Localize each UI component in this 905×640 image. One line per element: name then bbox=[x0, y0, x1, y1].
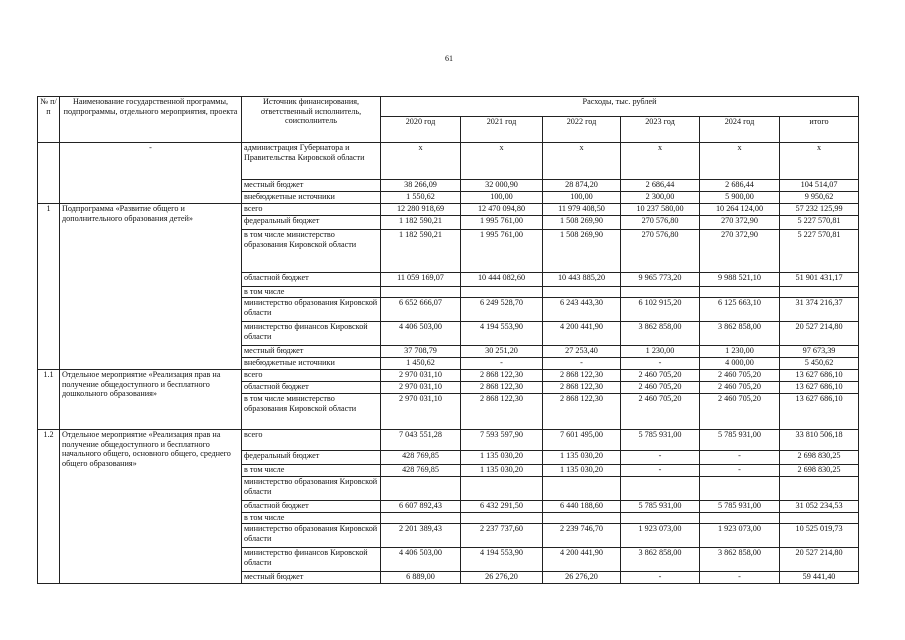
funding-source: министерство образования Кировской области bbox=[242, 477, 381, 501]
year-value: 6 249 528,70 bbox=[461, 298, 543, 322]
year-value: 2 460 705,20 bbox=[621, 370, 700, 382]
year-value: 1 923 073,00 bbox=[621, 524, 700, 548]
year-value: 2 970 031,10 bbox=[381, 382, 461, 394]
year-value: 11 059 169,07 bbox=[381, 273, 461, 287]
funding-source: в том числе министерство образования Кировской области bbox=[242, 394, 381, 430]
total-value: 20 527 214,80 bbox=[780, 548, 859, 572]
funding-source: внебюджетные источники bbox=[242, 358, 381, 370]
year-value bbox=[700, 287, 780, 298]
year-value bbox=[543, 477, 621, 501]
funding-source: федеральный бюджет bbox=[242, 451, 381, 465]
header-year: 2020 год bbox=[381, 117, 461, 143]
year-value: 26 276,20 bbox=[461, 572, 543, 584]
year-value: 270 576,80 bbox=[621, 216, 700, 230]
year-value: 428 769,85 bbox=[381, 451, 461, 465]
year-value: 1 135 030,20 bbox=[543, 465, 621, 477]
year-value: 5 900,00 bbox=[700, 192, 780, 204]
header-name: Наименование государственной программы, подпрограммы, отдельного мероприятия, проекта bbox=[60, 97, 242, 143]
year-value: x bbox=[381, 143, 461, 180]
year-value: 10 264 124,00 bbox=[700, 204, 780, 216]
funding-source: областной бюджет bbox=[242, 273, 381, 287]
header-year: 2022 год bbox=[543, 117, 621, 143]
year-value: - bbox=[621, 465, 700, 477]
total-value: 20 527 214,80 bbox=[780, 322, 859, 346]
year-value: 2 460 705,20 bbox=[621, 382, 700, 394]
page-number: 61 bbox=[445, 54, 453, 63]
funding-source: в том числе bbox=[242, 513, 381, 524]
year-value: 1 230,00 bbox=[700, 346, 780, 358]
year-value: 7 593 597,90 bbox=[461, 430, 543, 451]
year-value: 2 868 122,30 bbox=[543, 394, 621, 430]
year-value bbox=[381, 287, 461, 298]
header-num: № п/п bbox=[38, 97, 60, 143]
year-value: 6 440 188,60 bbox=[543, 501, 621, 513]
year-value: 428 769,85 bbox=[381, 465, 461, 477]
year-value: 1 923 073,00 bbox=[700, 524, 780, 548]
year-value: x bbox=[543, 143, 621, 180]
funding-source: федеральный бюджет bbox=[242, 216, 381, 230]
year-value: 1 508 269,90 bbox=[543, 230, 621, 273]
year-value: 1 508 269,90 bbox=[543, 216, 621, 230]
year-value: 2 460 705,20 bbox=[700, 382, 780, 394]
funding-source: администрация Губернатора и Правительства Кировской области bbox=[242, 143, 381, 180]
year-value: 2 201 389,43 bbox=[381, 524, 461, 548]
year-value: 100,00 bbox=[461, 192, 543, 204]
funding-source: министерство образования Кировской области bbox=[242, 298, 381, 322]
header-year: 2023 год bbox=[621, 117, 700, 143]
year-value: 30 251,20 bbox=[461, 346, 543, 358]
year-value: 38 266,09 bbox=[381, 180, 461, 192]
total-value: 31 374 216,37 bbox=[780, 298, 859, 322]
year-value: x bbox=[700, 143, 780, 180]
year-value: 4 194 553,90 bbox=[461, 548, 543, 572]
total-value: 57 232 125,99 bbox=[780, 204, 859, 216]
row-number: 1 bbox=[38, 204, 60, 370]
total-value bbox=[780, 287, 859, 298]
total-value bbox=[780, 477, 859, 501]
year-value bbox=[461, 513, 543, 524]
year-value: - bbox=[621, 572, 700, 584]
total-value: 13 627 686,10 bbox=[780, 382, 859, 394]
year-value: 1 995 761,00 bbox=[461, 216, 543, 230]
total-value: x bbox=[780, 143, 859, 180]
program-name: Отдельное мероприятие «Реализация прав на получение общедоступного и бесплатного дошкольного образования» bbox=[60, 370, 242, 430]
header-source: Источник финансирования, ответственный исполнитель, соисполнитель bbox=[242, 97, 381, 143]
year-value: 2 970 031,10 bbox=[381, 370, 461, 382]
year-value: 2 686,44 bbox=[621, 180, 700, 192]
funding-source: местный бюджет bbox=[242, 180, 381, 192]
year-value: 12 280 918,69 bbox=[381, 204, 461, 216]
year-value: 5 785 931,00 bbox=[621, 501, 700, 513]
year-value: 6 607 892,43 bbox=[381, 501, 461, 513]
year-value: 7 601 495,00 bbox=[543, 430, 621, 451]
year-value: - bbox=[461, 358, 543, 370]
year-value: 2 460 705,20 bbox=[700, 370, 780, 382]
year-value: 1 182 590,21 bbox=[381, 230, 461, 273]
funding-source: в том числе министерство образования Кировской области bbox=[242, 230, 381, 273]
year-value bbox=[621, 287, 700, 298]
total-value: 59 441,40 bbox=[780, 572, 859, 584]
program-name: Подпрограмма «Развитие общего и дополнительного образования детей» bbox=[60, 204, 242, 370]
year-value: - bbox=[700, 465, 780, 477]
year-value: 1 135 030,20 bbox=[461, 465, 543, 477]
year-value: 1 450,62 bbox=[381, 358, 461, 370]
year-value: 6 889,00 bbox=[381, 572, 461, 584]
header-year: 2024 год bbox=[700, 117, 780, 143]
year-value: - bbox=[543, 358, 621, 370]
year-value bbox=[461, 477, 543, 501]
year-value: 5 785 931,00 bbox=[621, 430, 700, 451]
program-name: Отдельное мероприятие «Реализация прав на получение общедоступного и бесплатного начального общего, основного общего, среднего общего образования» bbox=[60, 430, 242, 584]
funding-source: министерство образования Кировской области bbox=[242, 524, 381, 548]
year-value bbox=[543, 513, 621, 524]
year-value: x bbox=[461, 143, 543, 180]
funding-source: в том числе bbox=[242, 465, 381, 477]
year-value: 2 868 122,30 bbox=[543, 370, 621, 382]
year-value bbox=[461, 287, 543, 298]
year-value bbox=[621, 477, 700, 501]
year-value: 9 988 521,10 bbox=[700, 273, 780, 287]
funding-source: всего bbox=[242, 430, 381, 451]
year-value: 4 406 503,00 bbox=[381, 548, 461, 572]
year-value bbox=[381, 513, 461, 524]
year-value: 4 000,00 bbox=[700, 358, 780, 370]
total-value: 10 525 019,73 bbox=[780, 524, 859, 548]
year-value: 2 868 122,30 bbox=[461, 382, 543, 394]
total-value: 5 227 570,81 bbox=[780, 216, 859, 230]
year-value: x bbox=[621, 143, 700, 180]
year-value: 1 182 590,21 bbox=[381, 216, 461, 230]
year-value: 1 995 761,00 bbox=[461, 230, 543, 273]
total-value: 2 698 830,25 bbox=[780, 465, 859, 477]
total-value: 5 227 570,81 bbox=[780, 230, 859, 273]
year-value: 100,00 bbox=[543, 192, 621, 204]
year-value: 5 785 931,00 bbox=[700, 501, 780, 513]
funding-source: местный бюджет bbox=[242, 346, 381, 358]
total-value: 31 052 234,53 bbox=[780, 501, 859, 513]
year-value: 2 239 746,70 bbox=[543, 524, 621, 548]
total-value: 33 810 506,18 bbox=[780, 430, 859, 451]
year-value: 6 432 291,50 bbox=[461, 501, 543, 513]
funding-source: местный бюджет bbox=[242, 572, 381, 584]
row-number: 1.2 bbox=[38, 430, 60, 584]
year-value: 1 135 030,20 bbox=[461, 451, 543, 465]
year-value: 26 276,20 bbox=[543, 572, 621, 584]
year-value: 3 862 858,00 bbox=[621, 548, 700, 572]
year-value: 2 868 122,30 bbox=[461, 394, 543, 430]
total-value: 97 673,39 bbox=[780, 346, 859, 358]
table-row bbox=[38, 143, 859, 180]
program-name: - bbox=[60, 143, 242, 204]
year-value: 1 135 030,20 bbox=[543, 451, 621, 465]
year-value bbox=[543, 287, 621, 298]
year-value: 3 862 858,00 bbox=[700, 322, 780, 346]
funding-source: всего bbox=[242, 370, 381, 382]
year-value: 6 652 666,07 bbox=[381, 298, 461, 322]
year-value: 6 125 663,10 bbox=[700, 298, 780, 322]
year-value: 28 874,20 bbox=[543, 180, 621, 192]
year-value bbox=[700, 477, 780, 501]
table-row bbox=[38, 204, 859, 216]
year-value: 2 300,00 bbox=[621, 192, 700, 204]
year-value: 10 443 885,20 bbox=[543, 273, 621, 287]
year-value: 2 868 122,30 bbox=[461, 370, 543, 382]
funding-source: министерство финансов Кировской области bbox=[242, 322, 381, 346]
total-value: 9 950,62 bbox=[780, 192, 859, 204]
year-value: - bbox=[700, 572, 780, 584]
year-value: 4 406 503,00 bbox=[381, 322, 461, 346]
year-value: 4 200 441,90 bbox=[543, 322, 621, 346]
year-value: 32 000,90 bbox=[461, 180, 543, 192]
year-value: 9 965 773,20 bbox=[621, 273, 700, 287]
total-value bbox=[780, 513, 859, 524]
year-value: 10 444 082,60 bbox=[461, 273, 543, 287]
year-value: 11 979 408,50 bbox=[543, 204, 621, 216]
total-value: 13 627 686,10 bbox=[780, 370, 859, 382]
year-value: 2 970 031,10 bbox=[381, 394, 461, 430]
funding-source: областной бюджет bbox=[242, 382, 381, 394]
year-value: 270 372,90 bbox=[700, 216, 780, 230]
year-value: 2 686,44 bbox=[700, 180, 780, 192]
year-value bbox=[700, 513, 780, 524]
year-value: 10 237 580,00 bbox=[621, 204, 700, 216]
year-value: - bbox=[621, 358, 700, 370]
total-value: 104 514,07 bbox=[780, 180, 859, 192]
header-expenses: Расходы, тыс. рублей bbox=[381, 97, 859, 117]
year-value: 270 576,80 bbox=[621, 230, 700, 273]
header-year: 2021 год bbox=[461, 117, 543, 143]
year-value: 2 237 737,60 bbox=[461, 524, 543, 548]
row-number bbox=[38, 143, 60, 204]
year-value: 7 043 551,28 bbox=[381, 430, 461, 451]
total-value: 5 450,62 bbox=[780, 358, 859, 370]
table-row bbox=[38, 370, 859, 382]
year-value bbox=[621, 513, 700, 524]
year-value: 5 785 931,00 bbox=[700, 430, 780, 451]
funding-source: внебюджетные источники bbox=[242, 192, 381, 204]
year-value: - bbox=[700, 451, 780, 465]
year-value: 37 708,79 bbox=[381, 346, 461, 358]
total-value: 13 627 686,10 bbox=[780, 394, 859, 430]
year-value: 1 230,00 bbox=[621, 346, 700, 358]
funding-source: министерство финансов Кировской области bbox=[242, 548, 381, 572]
year-value: 27 253,40 bbox=[543, 346, 621, 358]
year-value: 4 194 553,90 bbox=[461, 322, 543, 346]
year-value: 2 460 705,20 bbox=[621, 394, 700, 430]
funding-source: всего bbox=[242, 204, 381, 216]
year-value: 270 372,90 bbox=[700, 230, 780, 273]
year-value: - bbox=[621, 451, 700, 465]
year-value: 2 460 705,20 bbox=[700, 394, 780, 430]
funding-source: областной бюджет bbox=[242, 501, 381, 513]
row-number: 1.1 bbox=[38, 370, 60, 430]
year-value: 2 868 122,30 bbox=[543, 382, 621, 394]
year-value bbox=[381, 477, 461, 501]
expenses-table bbox=[37, 96, 859, 584]
funding-source: в том числе bbox=[242, 287, 381, 298]
year-value: 3 862 858,00 bbox=[621, 322, 700, 346]
total-value: 2 698 830,25 bbox=[780, 451, 859, 465]
header-total: итого bbox=[780, 117, 859, 143]
year-value: 6 102 915,20 bbox=[621, 298, 700, 322]
year-value: 12 470 094,80 bbox=[461, 204, 543, 216]
year-value: 1 550,62 bbox=[381, 192, 461, 204]
total-value: 51 901 431,17 bbox=[780, 273, 859, 287]
year-value: 3 862 858,00 bbox=[700, 548, 780, 572]
year-value: 6 243 443,30 bbox=[543, 298, 621, 322]
year-value: 4 200 441,90 bbox=[543, 548, 621, 572]
table-row bbox=[38, 430, 859, 451]
